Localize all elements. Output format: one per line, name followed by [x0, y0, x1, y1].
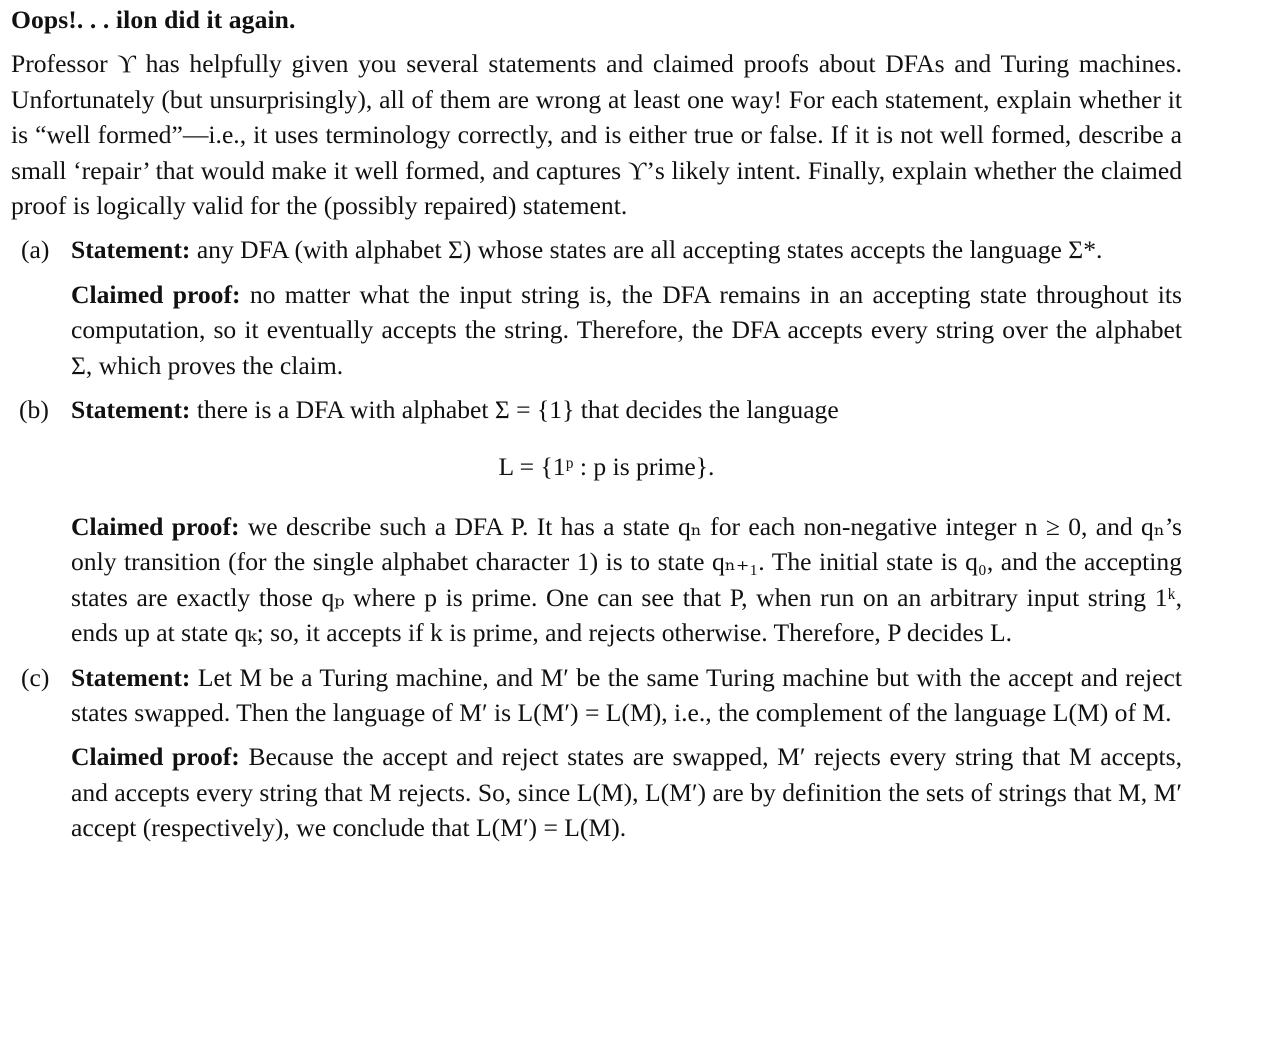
proof-text: Because the accept and reject states are swapped, M′ rejects every string that M accepts, and accepts every string that M rejects. So, since L(M), L(M′) are by definition the sets of strings that M, M′ accept (respectively), we conclude that L(M′) = L(M). — [71, 742, 1182, 843]
proof-text: no matter what the input string is, the DFA remains in an accepting state throughout its computation, so it eventually accepts the string. Therefore, the DFA accepts every string over the alphabet Σ, which proves the claim. — [71, 279, 1182, 380]
proof-paragraph — [71, 739, 1182, 845]
proof-heading: Claimed proof: — [71, 279, 241, 309]
statement-heading: Statement: — [71, 662, 191, 692]
proof-text: we describe such a DFA P. It has a state qₙ for each non-negative integer n ≥ 0, and qₙ’s only transition (for the single alphabet character 1) is to state qₙ₊₁. The initial state is q₀, and the accepting states are exactly those qₚ where p is prime. One can see that P, when run on an arbitrary input string 1ᵏ, ends up at state qₖ; so, it accepts if k is prime, and rejects otherwise. Therefore, P decides L. — [71, 511, 1182, 648]
statement-text: any DFA (with alphabet Σ) whose states are all accepting states accepts the language Σ*. — [196, 235, 1103, 265]
item-a — [11, 232, 1182, 383]
proof-paragraph — [71, 509, 1182, 651]
item-label: (c) — [21, 662, 50, 692]
proof-heading: Claimed proof: — [71, 511, 240, 541]
statement-text: there is a DFA with alphabet Σ = {1} that decides the language — [196, 395, 839, 425]
item-label: (a) — [21, 235, 50, 265]
display-equation: L = {1ᵖ : p is prime}. — [498, 452, 715, 482]
statement-paragraph — [71, 392, 1182, 427]
problem-intro: Professor ϒ has helpfully given you several statements and claimed proofs about DFAs and Turing machines. Unfortunately (but unsurprisingly), all of them are wrong at least one way! For each statement, explain whether it is “well formed”—i.e., it uses terminology correctly, and is either true or false. If it is not well formed, describe a small ‘repair’ that would make it well formed, and captures ϒ’s likely intent. Finally, explain whether the claimed proof is logically valid for the (possibly repaired) statement. — [11, 49, 1182, 221]
item-c — [11, 660, 1182, 846]
item-b — [11, 392, 1182, 650]
statement-paragraph — [71, 232, 1182, 267]
problem-title: Oops!. . . ilon did it again. — [11, 5, 296, 34]
proof-heading: Claimed proof: — [71, 742, 240, 772]
statement-text: Let M be a Turing machine, and M′ be the same Turing machine but with the accept and reject states swapped. Then the language of M′ is L(M′) = L(M), i.e., the complement of the language L(M) of M. — [71, 662, 1182, 727]
statement-paragraph — [71, 660, 1182, 731]
statement-heading: Statement: — [71, 395, 191, 425]
statement-heading: Statement: — [71, 235, 191, 265]
item-label: (b) — [19, 395, 49, 425]
proof-paragraph — [71, 277, 1182, 383]
